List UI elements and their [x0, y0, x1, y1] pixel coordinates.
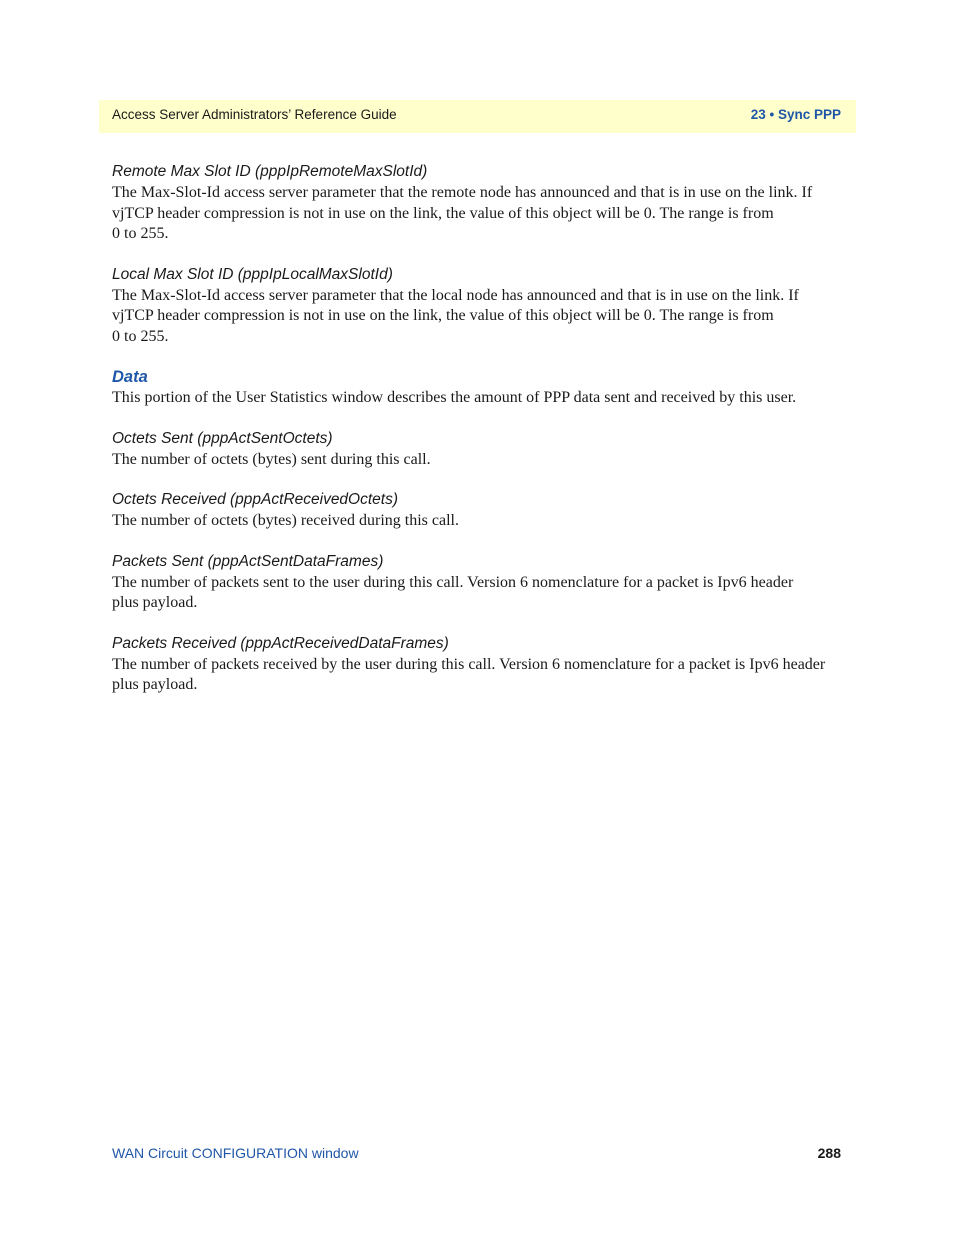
section-octets-received	[112, 490, 844, 532]
section-local-max-slot-id	[112, 265, 844, 348]
paragraph-line: The Max-Slot-Id access server parameter that the remote node has announced and that is in use on the link. If	[112, 184, 813, 201]
subheading-octets-sent: Octets Sent (pppActSentOctets)	[112, 429, 333, 447]
section-heading-data: Data	[112, 368, 148, 386]
paragraph-line: vjTCP header compression is not in use on the link, the value of this object will be 0. The range is from	[112, 204, 774, 222]
paragraph-line: vjTCP header compression is not in use on the link, the value of this object will be 0. The range is from	[112, 307, 774, 324]
section-packets-received	[112, 634, 844, 696]
section-packets-sent	[112, 552, 844, 614]
paragraph-line: The number of packets received by the user during this call. Version 6 nomenclature for a packet is Ipv6 header	[112, 655, 826, 673]
paragraph-data	[112, 388, 844, 409]
paragraph-line: This portion of the User Statistics window describes the amount of PPP data sent and received by this user.	[112, 389, 797, 406]
paragraph-remote-max-slot-id	[112, 183, 844, 245]
subheading-remote-max-slot-id: Remote Max Slot ID (pppIpRemoteMaxSlotId)	[112, 163, 428, 180]
section-data	[112, 367, 844, 409]
paragraph-octets-received	[112, 511, 844, 532]
paragraph-packets-received	[112, 655, 844, 696]
paragraph-line: 0 to 255.	[112, 225, 169, 242]
paragraph-line: plus payload.	[112, 676, 198, 693]
running-header-title: Access Server Administrators’ Reference Guide	[112, 107, 397, 122]
running-header-chapter: 23 • Sync PPP	[750, 107, 841, 122]
paragraph-packets-sent	[112, 573, 844, 614]
paragraph-line: The number of packets sent to the user during this call. Version 6 nomenclature for a packet is Ipv6 header	[112, 573, 794, 591]
paragraph-line: The number of octets (bytes) received during this call.	[112, 512, 459, 529]
subheading-octets-received: Octets Received (pppActReceivedOctets)	[112, 491, 399, 508]
subheading-packets-sent: Packets Sent (pppActSentDataFrames)	[112, 552, 384, 570]
subheading-packets-received: Packets Received (pppActReceivedDataFrames)	[112, 634, 449, 652]
section-octets-sent	[112, 429, 844, 471]
paragraph-line: The Max-Slot-Id access server parameter that the local node has announced and that is in use on the link. If	[112, 286, 799, 304]
page-number: 288	[817, 1145, 841, 1161]
footer-section-title: WAN Circuit CONFIGURATION window	[112, 1145, 359, 1161]
paragraph-line: The number of octets (bytes) sent during this call.	[112, 450, 431, 468]
paragraph-local-max-slot-id	[112, 286, 844, 348]
paragraph-octets-sent	[112, 450, 844, 471]
paragraph-line: 0 to 255.	[112, 327, 169, 345]
paragraph-line: plus payload.	[112, 594, 198, 611]
subheading-local-max-slot-id: Local Max Slot ID (pppIpLocalMaxSlotId)	[112, 265, 393, 283]
section-remote-max-slot-id	[112, 162, 844, 245]
page-content	[112, 162, 844, 696]
